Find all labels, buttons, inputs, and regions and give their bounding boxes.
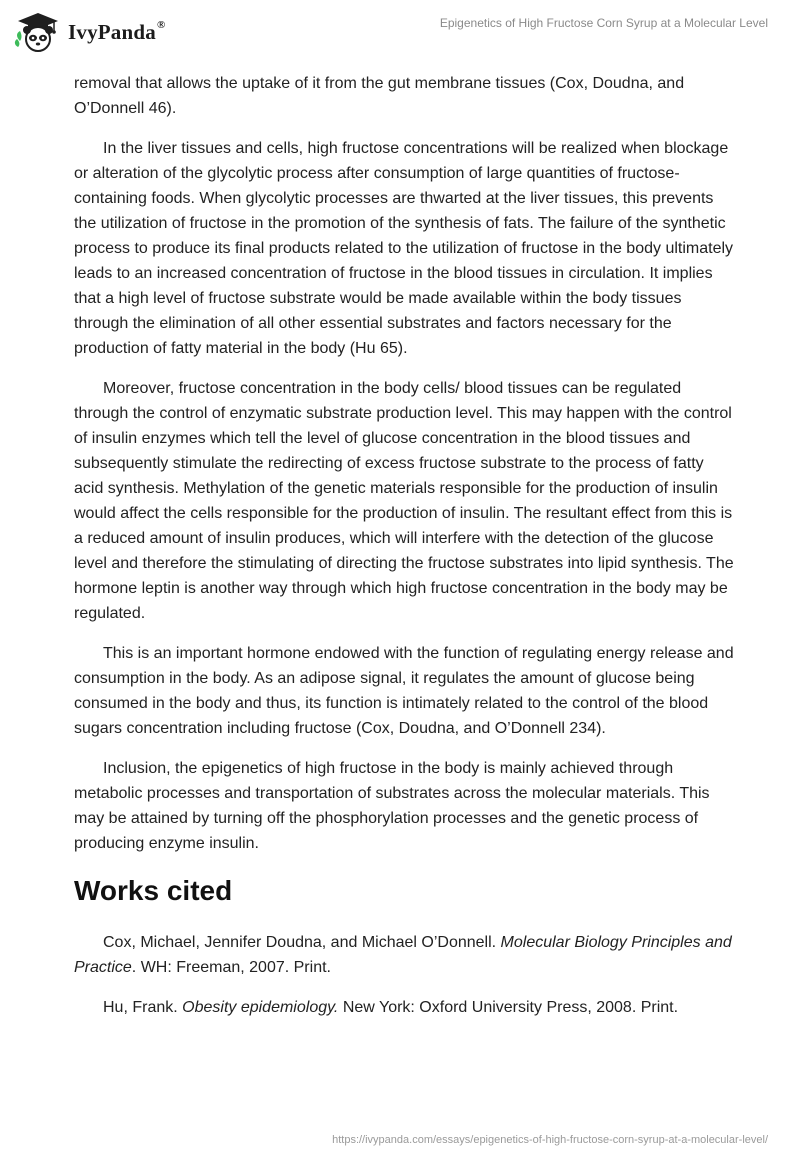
brand-name: IvyPanda® (68, 18, 166, 44)
paragraph: Moreover, fructose concentration in the body cells/ blood tissues can be regulated through the control of enzymatic substrate production level. This may happen with the control of insulin enzymes which tell the level of glucose concentration in the blood tissues and subsequently stimulate the redirecting of excess fructose substrate to the process of fatty acid synthesis. Methylation of the genetic materials responsible for the production of insulin would affect the cells responsible for the production of insulin. The resultant effect from this is a reduced amount of insulin produces, which will interfere with the detection of the glucose level and therefore the stimulating of directing the fructose substrates into lipid synthesis. The hormone leptin is another way through which high fructose concentration in the body may be regulated. (74, 380, 734, 622)
document-title: Epigenetics of High Fructose Corn Syrup at a Molecular Level (439, 16, 768, 30)
paragraph: Inclusion, the epigenetics of high fructose in the body is mainly achieved through metabolic processes and transportation of substrates across the molecular materials. This may be attained by turning off the phosphorylation processes and the genetic process of producing enzyme insulin. (74, 760, 710, 852)
citation-entry: Hu, Frank. Obesity epidemiology. New York: Oxford University Press, 2008. Print. (103, 999, 679, 1016)
works-cited-heading: Works cited (74, 875, 233, 906)
panda-graduate-icon (14, 11, 62, 53)
paragraph: removal that allows the uptake of it from the gut membrane tissues (Cox, Doudna, and O’Donnell 46). (74, 75, 685, 117)
page-header (0, 0, 800, 64)
paragraph: This is an important hormone endowed with the function of regulating energy release and consumption in the body. As an adipose signal, it regulates the amount of glucose being consumed in the body and thus, its function is intimately related to the control of the blood sugars concentration including fructose (Cox, Doudna, and O’Donnell 234). (74, 645, 734, 737)
source-url-link[interactable]: https://ivypanda.com/essays/epigenetics-of-high-fructose-corn-syrup-at-a-molecular-level/ (332, 1134, 768, 1146)
brand-logo[interactable] (14, 10, 165, 54)
citation-entry: Cox, Michael, Jennifer Doudna, and Michael O’Donnell. Molecular Biology Principles and Practice. WH: Freeman, 2007. Print. (74, 934, 732, 976)
essay-body (74, 71, 734, 1035)
paragraph: In the liver tissues and cells, high fructose concentrations will be realized when blockage or alteration of the glycolytic process after consumption of large quantities of fructose-containing foods. When glycolytic processes are thwarted at the liver tissues, this prevents the utilization of fructose in the promotion of the synthesis of fats. The failure of the synthetic process to produce its final products related to the utilization of fructose in the body ultimately leads to an increased concentration of fructose in the blood tissues in circulation. It implies that a high level of fructose substrate would be made available within the body tissues through the elimination of all other essential substrates and factors necessary for the production of fatty material in the body (Hu 65). (74, 140, 734, 357)
